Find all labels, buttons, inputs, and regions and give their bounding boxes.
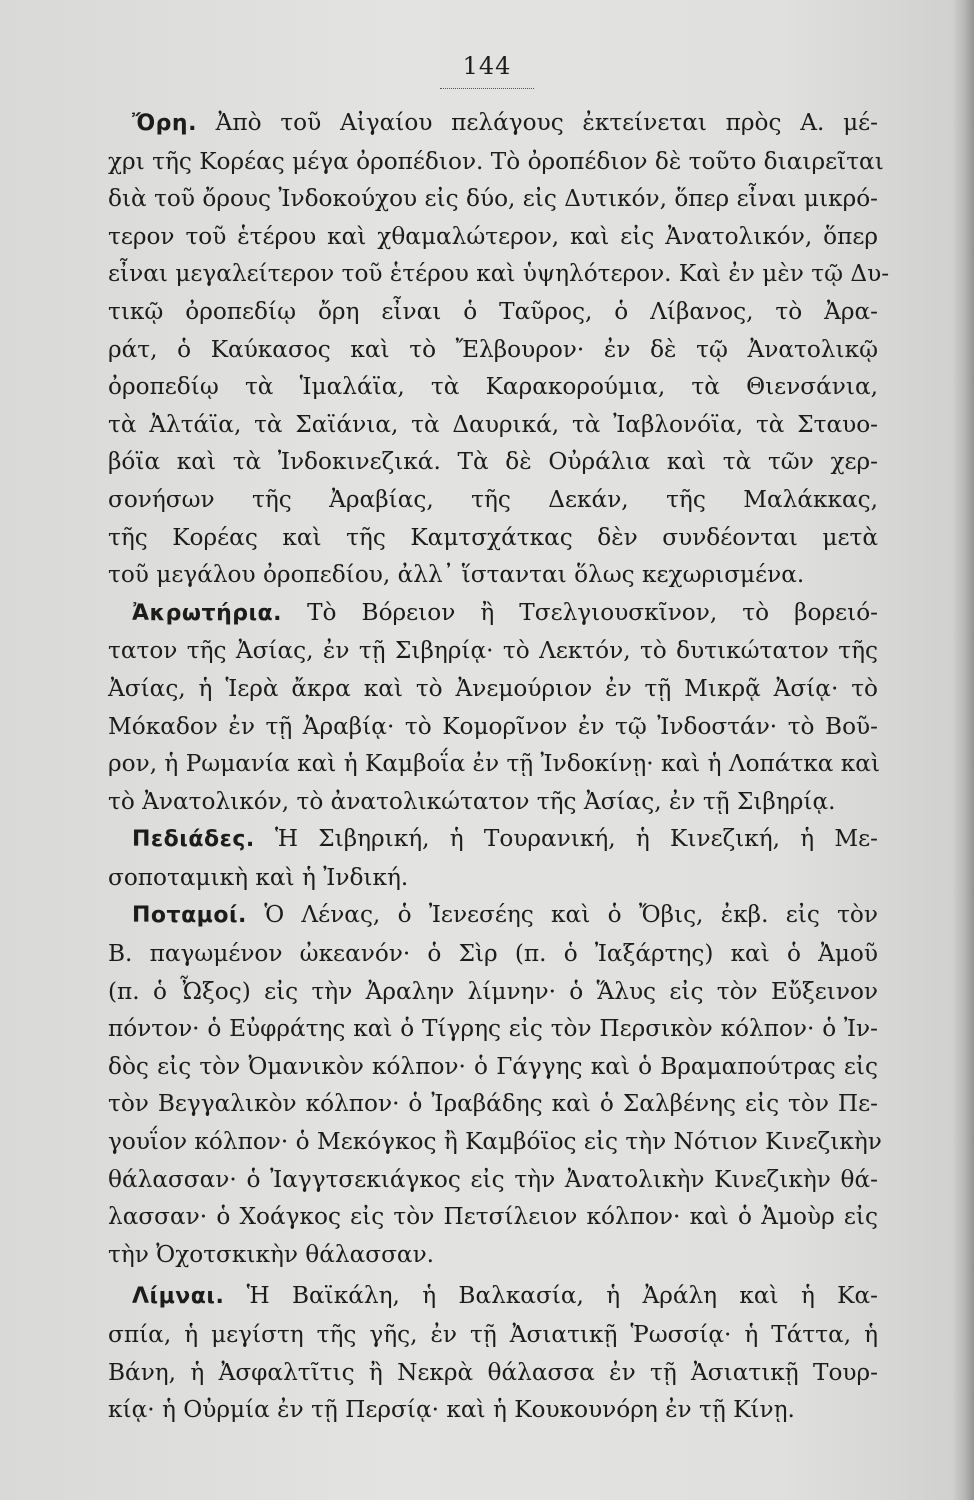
text-line: σοποταμικὴ καὶ ἡ Ἰνδική.: [108, 863, 409, 891]
section-heading: Λίμναι.: [132, 1284, 225, 1310]
text-line: (π. ὁ Ὦξος) εἰς τὴν Ἀραλην λίμνην· ὁ Ἅλυς εἰς τὸν Εὔξεινον: [108, 977, 878, 1005]
text-line: [108, 820, 878, 859]
text-line: ρον, ἡ Ρωμανία καὶ ἡ Καμβοΐα ἐν τῇ Ἰνδοκίνῃ· καὶ ἡ Λοπάτκα καὶ: [108, 750, 881, 778]
text-line: θάλασσαν· ὁ Ἰαγγτσεκιάγκος εἰς τὴν Ἀνατολικὴν Κινεζικὴν θά-: [108, 1165, 878, 1193]
text-line: τὴν Ὀχοτσκικὴν θάλασσαν.: [108, 1240, 435, 1268]
line-text: Τὸ Βόρειον ἢ Τσελγιουσκῖνον, τὸ βορειό-: [282, 598, 878, 626]
main-text: [108, 104, 890, 1429]
text-line: εἶναι μεγαλείτερον τοῦ ἑτέρου καὶ ὑψηλότερον. Καὶ ἐν μὲν τῷ Δυ-: [108, 260, 890, 288]
line-text: Ἡ Σιβηρική, ἡ Τουρανική, ἡ Κινεζική, ἡ Με-: [254, 825, 878, 853]
text-line: τῆς Κορέας καὶ τῆς Καμτσχάτκας δὲν συνδέονται μετὰ: [108, 523, 878, 551]
section-pediades: [108, 820, 878, 896]
text-line: σονήσων τῆς Ἀραβίας, τῆς Δεκάν, τῆς Μαλάκκας,: [108, 485, 878, 513]
text-line: [108, 104, 878, 143]
text-line: [108, 896, 878, 935]
section-heading: Πεδιάδες.: [132, 827, 255, 853]
text-line: πόντον· ὁ Εὐφράτης καὶ ὁ Τίγρης εἰς τὸν Περσικὸν κόλπον· ὁ Ἰν-: [108, 1015, 878, 1043]
text-line: σπία, ἡ μεγίστη τῆς γῆς, ἐν τῇ Ἀσιατικῇ Ῥωσσίᾳ· ἡ Τάττα, ἡ: [108, 1321, 878, 1348]
text-line: ράτ, ὁ Καύκασος καὶ τὸ Ἔλβουρον· ἐν δὲ τῷ Ἀνατολικῷ: [108, 335, 878, 363]
section-heading: Ἀκρωτήρια.: [132, 600, 283, 626]
text-line: λασσαν· ὁ Χοάγκος εἰς τὸν Πετσίλειον κόλπον· καὶ ὁ Ἀμοὺρ εἰς: [108, 1203, 878, 1231]
page-number-rule: [440, 88, 534, 91]
section-heading: Ὄρη.: [132, 111, 197, 136]
page-edge-shadow: [952, 0, 974, 1500]
text-line: [108, 1277, 878, 1316]
text-line: ὀροπεδίῳ τὰ Ἱμαλάϊα, τὰ Καρακορούμια, τὰ Θιενσάνια,: [108, 373, 878, 401]
line-text: Ἀπὸ τοῦ Αἰγαίου πελάγους ἐκτείνεται πρὸς Α. μέ-: [196, 109, 878, 136]
section-heading: Ποταμοί.: [132, 903, 247, 929]
section-potamoi: [108, 896, 882, 1273]
line-text: Ὁ Λένας, ὁ Ἰενεσέης καὶ ὁ Ὄβις, ἐκβ. εἰς τὸν: [246, 901, 878, 929]
section-akrotiria: [108, 594, 881, 821]
text-line: βόϊα καὶ τὰ Ἰνδοκινεζικά. Τὰ δὲ Οὐράλια καὶ τὰ τῶν χερ-: [108, 448, 878, 476]
text-line: τοῦ μεγάλου ὀροπεδίου, ἀλλ᾿ ἵστανται ὅλως κεχωρισμένα.: [108, 561, 805, 589]
text-line: τὸ Ἀνατολικόν, τὸ ἀνατολικώτατον τῆς Ἀσίας, ἐν τῇ Σιβηρίᾳ.: [108, 787, 836, 815]
text-line: τὰ Ἀλτάϊα, τὰ Σαϊάνια, τὰ Δαυρικά, τὰ Ἰαβλονόϊα, τὰ Σταυο-: [108, 410, 878, 438]
page-number: 144: [462, 52, 512, 80]
text-line: τικῷ ὀροπεδίῳ ὄρη εἶναι ὁ Ταῦρος, ὁ Λίβανος, τὸ Ἀρα-: [108, 297, 878, 325]
text-line: Β. παγωμένον ὠκεανόν· ὁ Σὶρ (π. ὁ Ἰαξάρτης) καὶ ὁ Ἀμοῦ: [108, 940, 878, 968]
text-line: [108, 594, 878, 633]
section-limnai: [108, 1277, 878, 1428]
text-line: Ἀσίας, ἡ Ἱερὰ ἄκρα καὶ τὸ Ἀνεμούριον ἐν τῇ Μικρᾷ Ἀσίᾳ· τὸ: [108, 674, 878, 702]
section-ori: [108, 104, 890, 594]
text-line: διὰ τοῦ ὄρους Ἰνδοκούχου εἰς δύο, εἰς Δυτικόν, ὅπερ εἶναι μικρό-: [108, 185, 878, 213]
text-line: γουΐον κόλπον· ὁ Μεκόγκος ἢ Καμβόϊος εἰς τὴν Νότιον Κινεζικὴν: [108, 1128, 882, 1156]
text-line: Μόκαδον ἐν τῇ Ἀραβίᾳ· τὸ Κομορῖνον ἐν τῷ Ἰνδοστάν· τὸ Βοῦ-: [108, 712, 878, 740]
text-line: κίᾳ· ἡ Οὐρμία ἐν τῇ Περσίᾳ· καὶ ἡ Κουκουνόρη ἐν τῇ Κίνῃ.: [108, 1396, 795, 1424]
text-line: τατον τῆς Ἀσίας, ἐν τῇ Σιβηρίᾳ· τὸ Λεκτόν, τὸ δυτικώτατον τῆς: [108, 637, 878, 665]
text-line: Βάνη, ἡ Ἀσφαλτῖτις ἢ Νεκρὰ θάλασσα ἐν τῇ Ἀσιατικῇ Τουρ-: [108, 1358, 878, 1386]
line-text: Ἡ Βαϊκάλη, ἡ Βαλκασία, ἡ Ἀράλη καὶ ἡ Κα-: [224, 1282, 878, 1310]
text-line: χρι τῆς Κορέας μέγα ὀροπέδιον. Τὸ ὀροπέδιον δὲ τοῦτο διαιρεῖται: [108, 147, 884, 175]
text-line: τερον τοῦ ἑτέρου καὶ χθαμαλώτερον, καὶ εἰς Ἀνατολικόν, ὅπερ: [108, 222, 878, 250]
text-line: τὸν Βεγγαλικὸν κόλπον· ὁ Ἰραβάδης καὶ ὁ Σαλβένης εἰς τὸν Πε-: [108, 1090, 878, 1118]
text-line: δὸς εἰς τὸν Ὀμανικὸν κόλπον· ὁ Γάγγης καὶ ὁ Βραμαπούτρας εἰς: [108, 1052, 878, 1080]
